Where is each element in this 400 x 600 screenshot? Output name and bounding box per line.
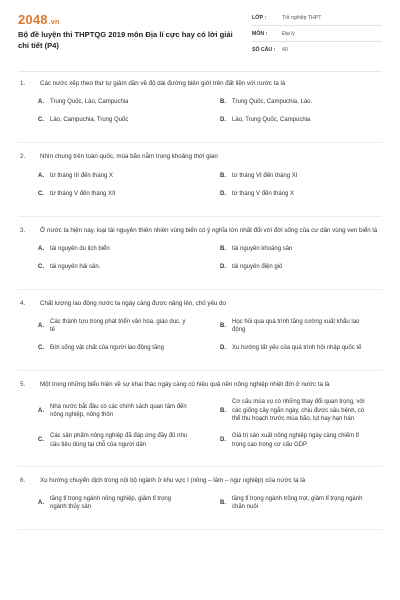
answer-option[interactable] <box>200 262 382 272</box>
option-text: Học hỏi qua quá trình tăng cường xuất khẩu lao động <box>232 318 360 334</box>
option-key: A. <box>38 172 44 179</box>
meta-row-class <box>252 10 382 26</box>
question-number: 6. <box>20 477 26 485</box>
option-text: Lào, Trung Quốc, Campuchia <box>232 117 311 124</box>
option-text: tài nguyên hải sản. <box>50 263 101 270</box>
question-2 <box>18 152 382 216</box>
question-text: Xu hướng chuyển dịch trong nội bộ ngành ở khu vực I (nông – lâm – ngư nghiệp) của nước ta là <box>40 477 306 485</box>
question-number: 1. <box>20 80 26 87</box>
option-text: từ tháng V đến tháng X <box>232 190 295 197</box>
meta-value: Tốt nghiệp THPT <box>282 14 322 21</box>
answer-option[interactable] <box>18 97 200 107</box>
answer-option[interactable] <box>200 189 382 199</box>
question-5 <box>18 380 382 467</box>
answer-options <box>18 495 382 520</box>
answer-options <box>18 171 382 207</box>
question-number: 5. <box>20 380 26 388</box>
option-text: Trung Quốc, Lào, Campuchia <box>50 99 129 106</box>
question-list <box>18 79 382 539</box>
option-text: tài nguyên khoáng sản <box>232 245 293 252</box>
option-key: D. <box>220 344 226 351</box>
header-divider <box>18 71 382 72</box>
answer-option[interactable] <box>200 171 382 181</box>
option-key: B. <box>220 322 226 329</box>
question-stem <box>18 79 382 88</box>
option-key: A. <box>38 499 44 506</box>
site-logo[interactable] <box>18 12 59 27</box>
meta-label: SỐ CÂU : <box>252 47 276 53</box>
question-stem <box>18 299 382 308</box>
answer-options <box>18 398 382 457</box>
meta-row-subject <box>252 26 382 42</box>
option-text: tài nguyên điện gió <box>232 263 283 270</box>
option-key: B. <box>220 172 226 179</box>
question-text: Một trong những biểu hiện về sự khai thác ngày càng có hiệu quả nền nông nghiệp nhiệt đới ở nước ta là <box>40 380 330 388</box>
answer-option[interactable] <box>200 318 382 335</box>
option-text: tăng tỉ trọng ngành trồng trọt, giảm tỉ trọng ngành chăn nuôi <box>232 495 363 511</box>
answer-option[interactable] <box>200 115 382 125</box>
answer-option[interactable] <box>18 189 200 199</box>
answer-option[interactable] <box>18 244 200 254</box>
answer-option[interactable] <box>18 171 200 181</box>
question-stem <box>18 152 382 161</box>
meta-label: LỚP : <box>252 14 267 21</box>
answer-option[interactable] <box>200 432 382 449</box>
question-4 <box>18 299 382 371</box>
question-text: Chất lượng lao động nước ta ngày càng được nâng lên, chủ yếu do <box>40 300 226 308</box>
answer-options <box>18 318 382 361</box>
question-text: Ở nước ta hiện nay, loại tài nguyên thiên nhiên vùng biển có ý nghĩa lớn nhất đối với đời sống của cư dân vùng ven biển là <box>40 226 378 234</box>
option-text: tăng tỉ trọng ngành nông nghiệp, giảm tỉ trọng ngành thủy sản <box>50 495 172 511</box>
option-text: Đời sống vật chất của người lao động tăng <box>50 344 164 351</box>
option-text: từ tháng V đến tháng XII <box>50 190 116 197</box>
option-text: Trung Quốc, Campuchia, Lào. <box>232 99 313 106</box>
question-number: 3. <box>20 226 26 234</box>
answer-options <box>18 97 382 133</box>
option-text: Các thành tựu trong phát triển văn hóa, giáo dục, y tế <box>50 318 186 334</box>
option-key: B. <box>220 499 226 506</box>
answer-option[interactable] <box>18 115 200 125</box>
meta-value: 40 <box>282 47 288 53</box>
question-stem <box>18 226 382 235</box>
logo-main: 2048 <box>18 12 48 27</box>
option-key: A. <box>38 407 44 414</box>
option-key: A. <box>38 245 44 252</box>
answer-option[interactable] <box>200 343 382 353</box>
option-text: Các sản phẩm nông nghiệp đã đáp ứng đầy đủ nhu cầu tiêu dùng tại chỗ của người dân <box>50 433 188 448</box>
answer-option[interactable] <box>18 495 200 512</box>
answer-option[interactable] <box>18 343 200 353</box>
option-key: B. <box>220 245 226 252</box>
question-number: 4. <box>20 300 26 308</box>
logo-suffix: .vn <box>48 19 60 26</box>
option-key: C. <box>38 437 44 444</box>
option-text: từ tháng III đến tháng X <box>50 172 114 179</box>
meta-row-count <box>252 42 382 58</box>
option-key: D. <box>220 117 226 124</box>
question-text: Các nước xếp theo thứ tự giảm dần về độ dài đường biên giới trên đất liền với nước ta là <box>40 80 286 87</box>
option-key: B. <box>220 407 226 414</box>
option-key: C. <box>38 344 44 351</box>
option-key: A. <box>38 322 44 329</box>
option-key: D. <box>220 437 226 444</box>
question-6 <box>18 476 382 530</box>
answer-option[interactable] <box>18 398 200 424</box>
option-key: A. <box>38 99 44 106</box>
answer-option[interactable] <box>18 432 200 449</box>
option-text: Giá trị sản xuất nông nghiệp ngày càng chiếm tỉ trọng cao trong cơ cấu GDP <box>232 433 359 448</box>
meta-label: MÔN : <box>252 30 268 37</box>
answer-option[interactable] <box>200 97 382 107</box>
answer-option[interactable] <box>18 318 200 335</box>
option-key: C. <box>38 117 44 124</box>
option-text: Xu hướng tất yếu của quá trình hội nhập quốc tế <box>232 344 362 351</box>
document-meta <box>252 10 382 58</box>
option-key: C. <box>38 263 44 270</box>
answer-option[interactable] <box>200 495 382 512</box>
question-3 <box>18 226 382 290</box>
option-key: D. <box>220 190 226 197</box>
answer-option[interactable] <box>200 398 382 424</box>
page-header <box>0 0 400 66</box>
option-text: Nhà nước bắt đầu có các chính sách quan tâm đến nông nghiệp, nông thôn <box>50 403 187 419</box>
question-1 <box>18 79 382 143</box>
answer-option[interactable] <box>200 244 382 254</box>
question-stem <box>18 476 382 485</box>
option-text: Cơ cấu mùa vụ có những thay đổi quan trọng, với các giống cây ngắn ngày, chịu được sâu bệnh, có thể thu hoạch trước mùa bão, lụt hay hạn hán <box>232 399 365 423</box>
question-number: 2. <box>20 153 26 161</box>
option-text: tài nguyên du lịch biển <box>50 245 110 252</box>
option-key: D. <box>220 263 226 270</box>
option-text: Lào, Campuchia, Trung Quốc <box>50 117 129 124</box>
meta-value: Địa lý <box>282 30 295 37</box>
question-text: Nhìn chung trên toàn quốc, mùa bão nằm trong khoảng thời gian <box>40 153 218 161</box>
option-text: từ tháng VI đến tháng XI <box>232 172 298 179</box>
document-title: Bộ đề luyện thi THPTQG 2019 môn Địa lí cực hay có lời giải chi tiết (P4) <box>18 30 233 50</box>
answer-option[interactable] <box>18 262 200 272</box>
option-key: B. <box>220 99 226 106</box>
question-stem <box>18 380 382 389</box>
option-key: C. <box>38 190 44 197</box>
answer-options <box>18 244 382 280</box>
